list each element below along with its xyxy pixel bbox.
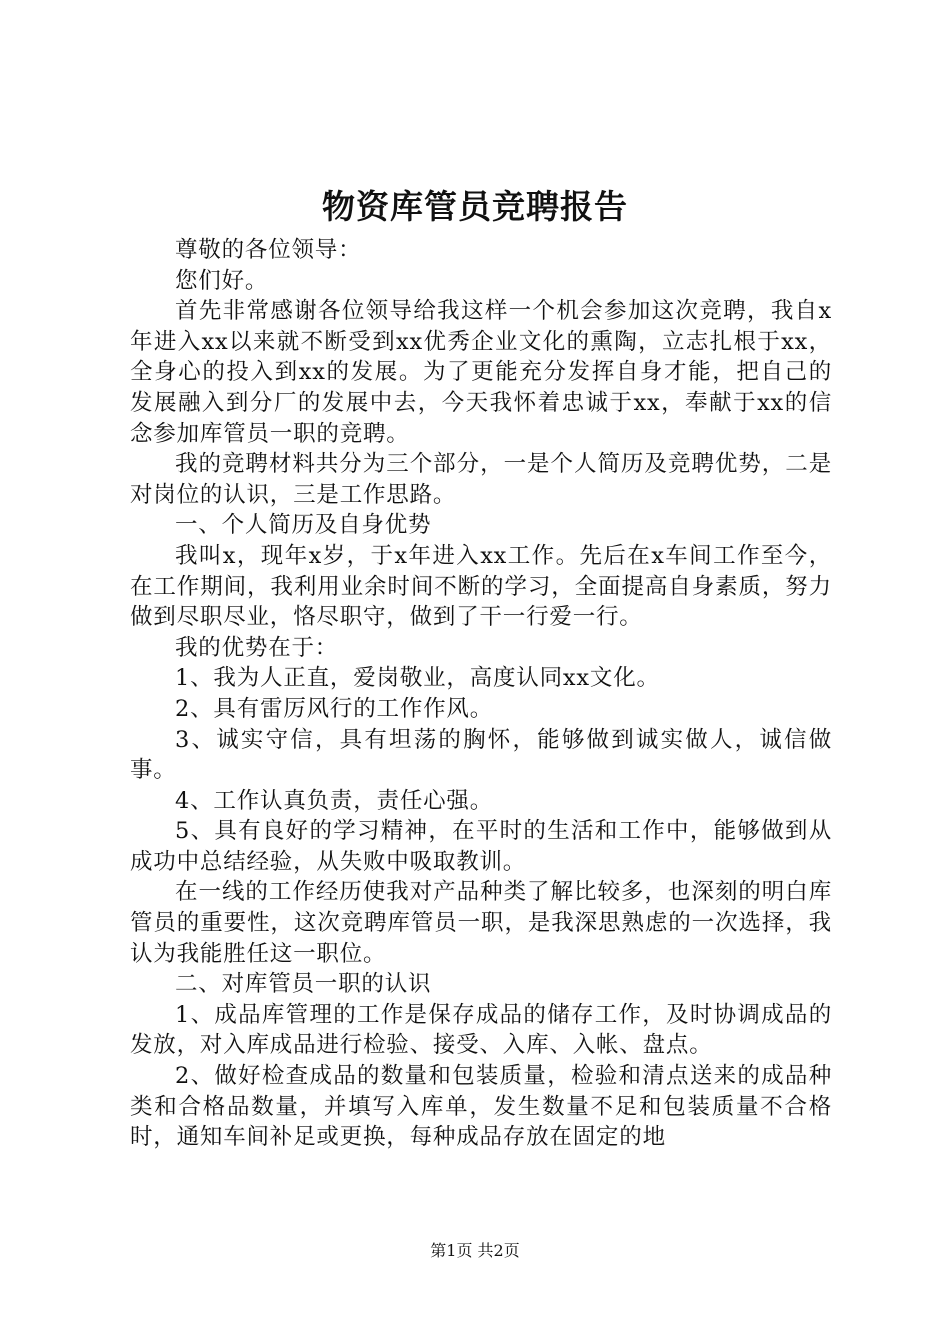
list-item: 1、我为人正直，爱岗敬业，高度认同xx文化。 xyxy=(175,665,660,692)
paragraph: 您们好。 xyxy=(175,267,269,294)
list-item: 3、诚实守信，具有坦荡的胸怀，能够做到诚实做人，诚信做事。 xyxy=(130,726,832,784)
paragraph: 我的竞聘材料共分为三个部分，一是个人简历及竞聘优势，二是对岗位的认识，三是工作思路。 xyxy=(130,451,832,508)
paragraph: 在一线的工作经历使我对产品种类了解比较多，也深刻的明白库管员的重要性，这次竞聘库管员一职，是我深思熟虑的一次选择，我认为我能胜任这一职位。 xyxy=(130,879,832,967)
document-title: 物资库管员竞聘报告 xyxy=(322,187,628,226)
list-item: 4、工作认真负责，责任心强。 xyxy=(175,787,494,814)
document-body xyxy=(130,235,832,1153)
section-heading: 二、对库管员一职的认识 xyxy=(175,971,432,998)
list-item: 2、做好检查成品的数量和包装质量，检验和清点送来的成品种类和合格品数量，并填写入库单，发生数量不足和包装质量不合格时，通知车间补足或更换，每种成品存放在固定的地 xyxy=(130,1063,832,1151)
paragraph: 首先非常感谢各位领导给我这样一个机会参加这次竞聘，我自x年进入xx以来就不断受到xx优秀企业文化的熏陶，立志扎根于xx，全身心的投入到xx的发展。为了更能充分发挥自身才能，把自己的发展融入到分厂的发展中去，今天我怀着忠诚于xx，奉献于xx的信念参加库管员一职的竞聘。 xyxy=(130,298,832,447)
list-item: 1、成品库管理的工作是保存成品的储存工作，及时协调成品的发放，对入库成品进行检验、接受、入库、入帐、盘点。 xyxy=(130,1001,832,1059)
paragraph: 我叫x，现年x岁，于x年进入xx工作。先后在x车间工作至今，在工作期间，我利用业余时间不断的学习，全面提高自身素质，努力做到尽职尽业，恪尽职守，做到了干一行爱一行。 xyxy=(130,542,832,631)
paragraph: 尊敬的各位领导： xyxy=(175,237,362,263)
page-footer: 第1页 共2页 xyxy=(430,1241,520,1260)
list-item: 5、具有良好的学习精神，在平时的生活和工作中，能够做到从成功中总结经验，从失败中吸取教训。 xyxy=(130,818,832,875)
paragraph: 我的优势在于： xyxy=(175,634,339,661)
section-heading: 一、个人简历及自身优势 xyxy=(175,512,432,539)
list-item: 2、具有雷厉风行的工作作风。 xyxy=(175,695,494,722)
